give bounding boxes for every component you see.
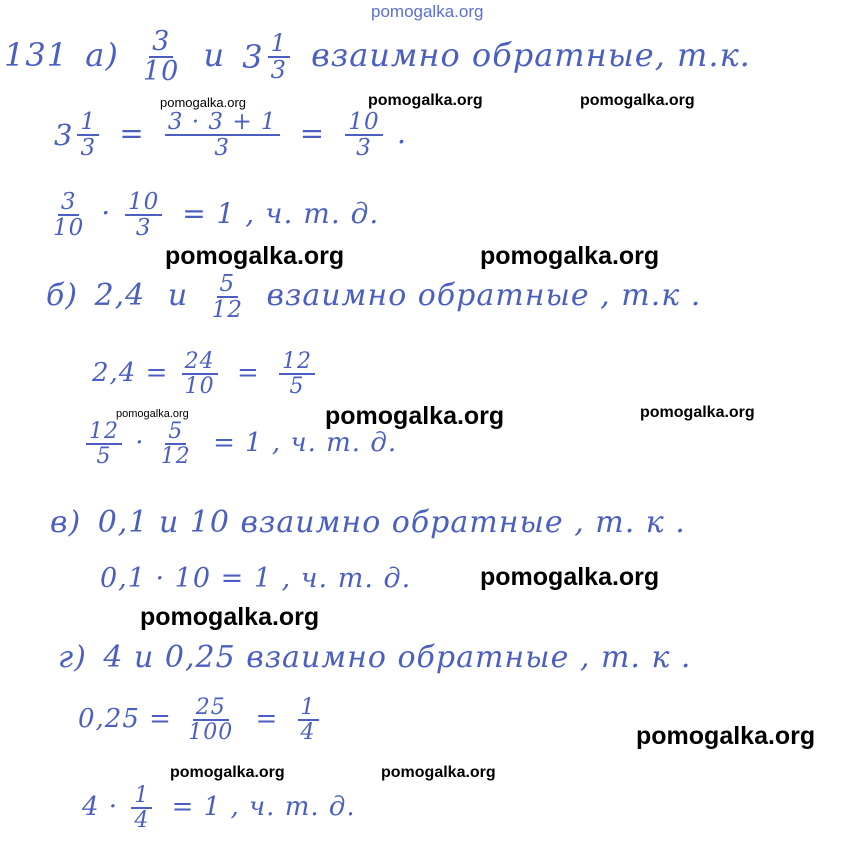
watermark: pomogalka.org xyxy=(368,92,483,109)
part-v-line-2: 0,1 · 10 = 1 , ч. т. д. xyxy=(100,563,412,594)
watermark: pomogalka.org xyxy=(325,402,505,430)
part-v-line-1 xyxy=(50,505,692,540)
part-b-label: б) xyxy=(46,278,79,314)
watermark: pomogalka.org xyxy=(480,242,660,270)
watermark: pomogalka.org xyxy=(636,722,816,750)
part-b-line-1: б) 2,4 и $\frac{5}{12}$ взаимно обратные , т.к . xyxy=(46,271,702,324)
part-b-statement: взаимно обратные , т.к . xyxy=(266,278,702,314)
watermark: pomogalka.org xyxy=(170,764,285,781)
watermark: pomogalka.org xyxy=(160,95,246,110)
part-a-line-2: 3 $\frac{1}{3}$ = $\frac{3 \cdot 3 + 1}{3}$ = $\frac{10}{3}$ . xyxy=(54,109,408,162)
part-a-line-3: $\frac{3}{10}$ · $\frac{10}{3}$ = 1 , ч. т. д. xyxy=(53,189,380,242)
watermark: pomogalka.org xyxy=(640,404,755,421)
part-b-line-3: $\frac{12}{5}$ · $\frac{5}{12}$ = 1 , ч. т. д. xyxy=(82,420,403,468)
watermark: pomogalka.org xyxy=(381,764,496,781)
part-v-label: в) xyxy=(50,505,82,540)
mixed-number: 3 $\frac{1}{3}$ xyxy=(242,31,294,83)
part-v-statement: 0,1 и 10 взаимно обратные , т. к . xyxy=(97,505,686,540)
part-g-line-1 xyxy=(58,640,697,675)
part-b-line-2: 2,4 = $\frac{24}{10}$ = $\frac{12}{5}$ xyxy=(92,350,319,398)
watermark-top: pomogalka.org xyxy=(371,2,484,21)
watermark: pomogalka.org xyxy=(116,408,189,420)
part-a-label: а) xyxy=(85,35,119,74)
watermark: pomogalka.org xyxy=(480,563,660,591)
watermark: pomogalka.org xyxy=(140,603,320,631)
part-g-line-2: 0,25 = $\frac{25}{100}$ = $\frac{1}{4}$ xyxy=(78,696,323,744)
problem-number: 131 xyxy=(4,35,69,74)
part-a-statement: взаимно обратные, т.к. xyxy=(311,35,751,74)
watermark: pomogalka.org xyxy=(580,92,695,109)
part-g-statement: 4 и 0,25 взаимно обратные , т. к . xyxy=(103,640,692,675)
part-g-line-3: 4 · $\frac{1}{4}$ = 1 , ч. т. д. xyxy=(82,783,356,834)
fraction: $\frac{3}{10}$ xyxy=(142,26,180,88)
watermark: pomogalka.org xyxy=(165,242,345,270)
part-a-line-1: 131 а) $\frac{3}{10}$ и 3 $\frac{1}{3}$ взаимно обратные, т.к. xyxy=(4,26,751,88)
part-g-label: г) xyxy=(58,640,87,675)
